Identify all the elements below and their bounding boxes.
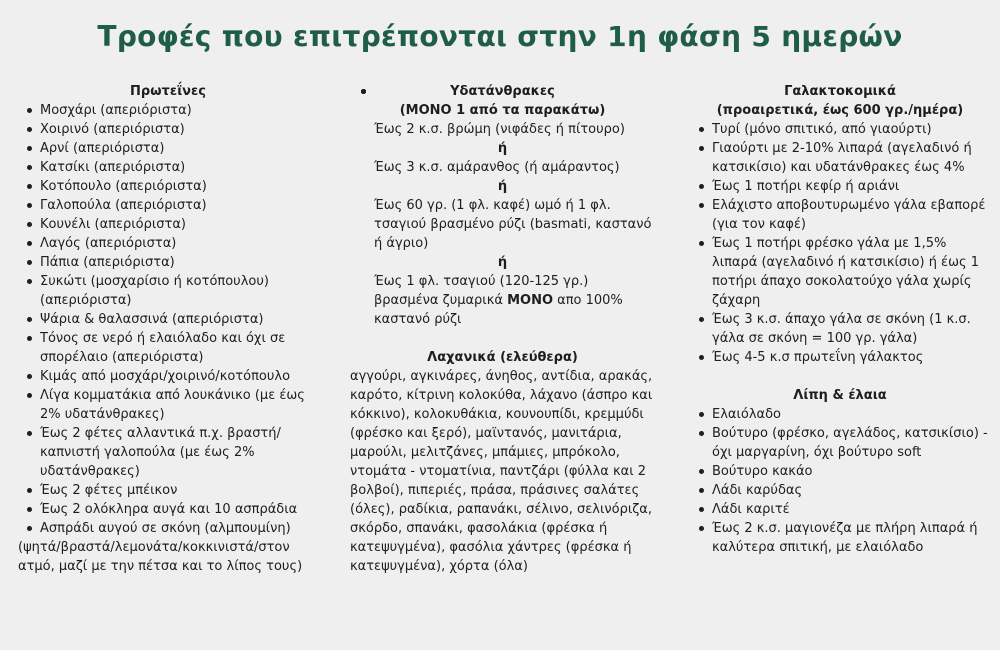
- list-item: Έως 3 κ.σ. άπαχο γάλα σε σκόνη (1 κ.σ. γάλα σε σκόνη = 100 γρ. γάλα): [690, 310, 990, 348]
- carbs-subheading: (ΜΟΝΟ 1 από τα παρακάτω): [399, 103, 606, 118]
- list-item: Ελαιόλαδο: [690, 405, 990, 424]
- dairy-subheading: (προαιρετικά, έως 600 γρ./ημέρα): [716, 103, 964, 118]
- list-item: Ασπράδι αυγού σε σκόνη (αλμπουμίνη): [18, 519, 318, 538]
- carbs-column: [350, 82, 655, 576]
- or-separator: ή: [497, 255, 508, 270]
- list-item: Βούτυρο (φρέσκο, αγελάδος, κατσικίσιο) - όχι μαργαρίνη, όχι βούτυρο soft: [690, 424, 990, 462]
- fats-list: [690, 405, 990, 557]
- list-item: Έως 2 φέτες μπέικον: [18, 481, 318, 500]
- list-item: Λάδι καριτέ: [690, 500, 990, 519]
- list-item: Συκώτι (μοσχαρίσιο ή κοτόπουλου) (απεριόριστα): [18, 272, 318, 310]
- list-item: Κιμάς από μοσχάρι/χοιρινό/κοτόπουλο: [18, 367, 318, 386]
- list-item: Γιαούρτι με 2-10% λιπαρά (αγελαδινό ή κατσικίσιο) και υδατάνθρακες έως 4%: [690, 139, 990, 177]
- or-separator: ή: [497, 179, 508, 194]
- item-emphasis: ΜΟΝΟ: [507, 293, 553, 308]
- dairy-heading: Γαλακτοκομικά: [784, 84, 896, 99]
- list-item: [350, 272, 655, 329]
- list-item: Έως 2 φέτες αλλαντικά π.χ. βραστή/ καπνιστή γαλοπούλα (με έως 2% υδατάνθρακες): [18, 424, 318, 481]
- proteins-list: [18, 101, 318, 538]
- dairy-column: [690, 82, 990, 557]
- item-text: Έως 1 φλ. τσαγιού (120-125 γρ.) βρασμένα ζυμαρικά: [374, 274, 589, 308]
- list-item: Πάπια (απεριόριστα): [18, 253, 318, 272]
- carbs-heading: Υδατάνθρακες: [450, 84, 555, 99]
- list-item: Έως 2 ολόκληρα αυγά και 10 ασπράδια: [18, 500, 318, 519]
- list-item: Κοτόπουλο (απεριόριστα): [18, 177, 318, 196]
- page-title: Τροφές που επιτρέπονται στην 1η φάση 5 ημερών: [97, 20, 903, 53]
- list-item: Λαγός (απεριόριστα): [18, 234, 318, 253]
- list-item: Λάδι καρύδας: [690, 481, 990, 500]
- list-item: Ελάχιστο αποβουτυρωμένο γάλα εβαπορέ (για τον καφέ): [690, 196, 990, 234]
- list-item: Αρνί (απεριόριστα): [18, 139, 318, 158]
- proteins-heading: Πρωτεΐνες: [130, 84, 206, 99]
- vegetables-heading: Λαχανικά (ελεύθερα): [427, 350, 578, 365]
- list-item: Τυρί (μόνο σπιτικό, από γιαούρτι): [690, 120, 990, 139]
- list-item: Έως 3 κ.σ. αμάρανθος (ή αμάραντος): [350, 158, 655, 177]
- list-item: Κουνέλι (απεριόριστα): [18, 215, 318, 234]
- item-text: απο 100% καστανό ρύζι: [374, 293, 623, 327]
- list-item: Έως 60 γρ. (1 φλ. καφέ) ωμό ή 1 φλ. τσαγιού βρασμένο ρύζι (basmati, καστανό ή άγριο): [350, 196, 655, 253]
- list-item: Έως 1 ποτήρι κεφίρ ή αριάνι: [690, 177, 990, 196]
- or-separator: ή: [497, 141, 508, 156]
- proteins-column: [18, 82, 318, 576]
- list-item: Κατσίκι (απεριόριστα): [18, 158, 318, 177]
- list-item: Λίγα κομματάκια από λουκάνικο (με έως 2% υδατάνθρακες): [18, 386, 318, 424]
- dairy-list: [690, 120, 990, 367]
- list-item: Βούτυρο κακάο: [690, 462, 990, 481]
- list-item: Ψάρια & θαλασσινά (απεριόριστα): [18, 310, 318, 329]
- list-item: Τόνος σε νερό ή ελαιόλαδο και όχι σε σπορέλαιο (απεριόριστα): [18, 329, 318, 367]
- list-item: Μοσχάρι (απεριόριστα): [18, 101, 318, 120]
- list-item: Γαλοπούλα (απεριόριστα): [18, 196, 318, 215]
- vegetables-text: αγγούρι, αγκινάρες, άνηθος, αντίδια, αρακάς, καρότο, κίτρινη κολοκύθα, λάχανο (άσπρο και κόκκινο), κολοκυθάκια, κουνουπίδι, κρεμμύδι (φρέσκο και ξερό), μαϊντανός, μανιτάρια, μαρούλι, μελιτζάνες, μπάμιες, μπρόκολο, ντομάτα - ντοματίνια, παντζάρι (φύλλα και 2 βολβοί), πιπεριές, πράσα, πράσινες σαλάτες (όλες), ραδίκια, ραπανάκι, σέλινο, σελινόριζα, σκόρδο, σπανάκι, φασολάκια (φρέσκα ή κατεψυγμένα), φασόλια χάντρες (φρέσκα ή κατεψυγμένα), χόρτα (όλα): [350, 369, 653, 574]
- list-item: Έως 4-5 κ.σ πρωτεΐνη γάλακτος: [690, 348, 990, 367]
- list-item: Έως 1 ποτήρι φρέσκο γάλα με 1,5% λιπαρά (αγελαδινό ή κατσικίσιο) ή έως 1 ποτήρι άπαχο σοκολατούχο γάλα χωρίς ζάχαρη: [690, 234, 990, 310]
- fats-heading: Λίπη & έλαια: [793, 388, 887, 403]
- list-item: Έως 2 κ.σ. μαγιονέζα με πλήρη λιπαρά ή καλύτερα σπιτική, με ελαιόλαδο: [690, 519, 990, 557]
- cooking-note: (ψητά/βραστά/λεμονάτα/κοκκινιστά/στον ατμό, μαζί με την πέτσα και το λίπος τους): [18, 540, 303, 574]
- list-item: Έως 2 κ.σ. βρώμη (νιφάδες ή πίτουρο): [350, 120, 655, 139]
- list-item: Χοιρινό (απεριόριστα): [18, 120, 318, 139]
